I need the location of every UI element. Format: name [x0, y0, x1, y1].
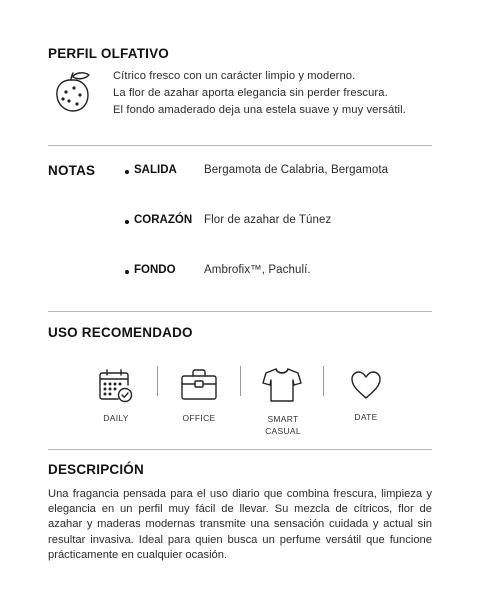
citrus-fruit-icon: [52, 70, 94, 119]
use-label-date: DATE: [354, 412, 378, 422]
separator: [323, 366, 324, 396]
uso-title: USO RECOMENDADO: [48, 325, 193, 340]
note-row-salida: [125, 164, 425, 182]
notas-title: NOTAS: [48, 163, 96, 178]
calendar-check-icon: [98, 368, 134, 409]
perfil-line-1: Cítrico fresco con un carácter limpio y moderno.: [113, 70, 356, 82]
note-label: FONDO: [134, 264, 176, 276]
bullet: [125, 220, 129, 224]
tshirt-icon: [262, 367, 302, 408]
use-label-office: OFFICE: [182, 413, 216, 423]
note-label: SALIDA: [134, 164, 177, 176]
note-label: CORAZÓN: [134, 214, 193, 226]
bullet: [125, 270, 129, 274]
divider: [48, 311, 432, 312]
note-row-fondo: [125, 264, 425, 282]
note-value: Bergamota de Calabria, Bergamota: [204, 164, 389, 176]
use-label-smart-casual: SMART CASUAL: [265, 414, 301, 436]
divider: [48, 145, 432, 146]
perfil-line-2: La flor de azahar aporta elegancia sin perder frescura.: [113, 87, 388, 99]
heart-icon: [350, 370, 382, 405]
descripcion-title: DESCRIPCIÓN: [48, 462, 144, 477]
separator: [157, 366, 158, 396]
note-value: Ambrofix™, Pachulí.: [204, 264, 311, 276]
use-label-daily: DAILY: [103, 413, 129, 423]
perfil-line-3: El fondo amaderado deja una estela suave y muy versátil.: [113, 104, 406, 116]
divider: [48, 449, 432, 450]
bullet: [125, 170, 129, 174]
note-value: Flor de azahar de Túnez: [204, 214, 332, 226]
descripcion-text: Una fragancia pensada para el uso diario que combina frescura, limpieza y elegancia en un perfil muy fácil de llevar. Su mezcla de cítricos, flor de azahar y maderas modernas transmite una sensación cuidada y actual sin resultar invasiva. Ideal para quien busca un perfume versátil que funcione prácticamente en cualquier ocasión.: [48, 488, 432, 561]
separator: [240, 366, 241, 396]
note-row-corazon: [125, 214, 425, 232]
perfil-title: PERFIL OLFATIVO: [48, 46, 170, 61]
briefcase-icon: [180, 368, 218, 407]
